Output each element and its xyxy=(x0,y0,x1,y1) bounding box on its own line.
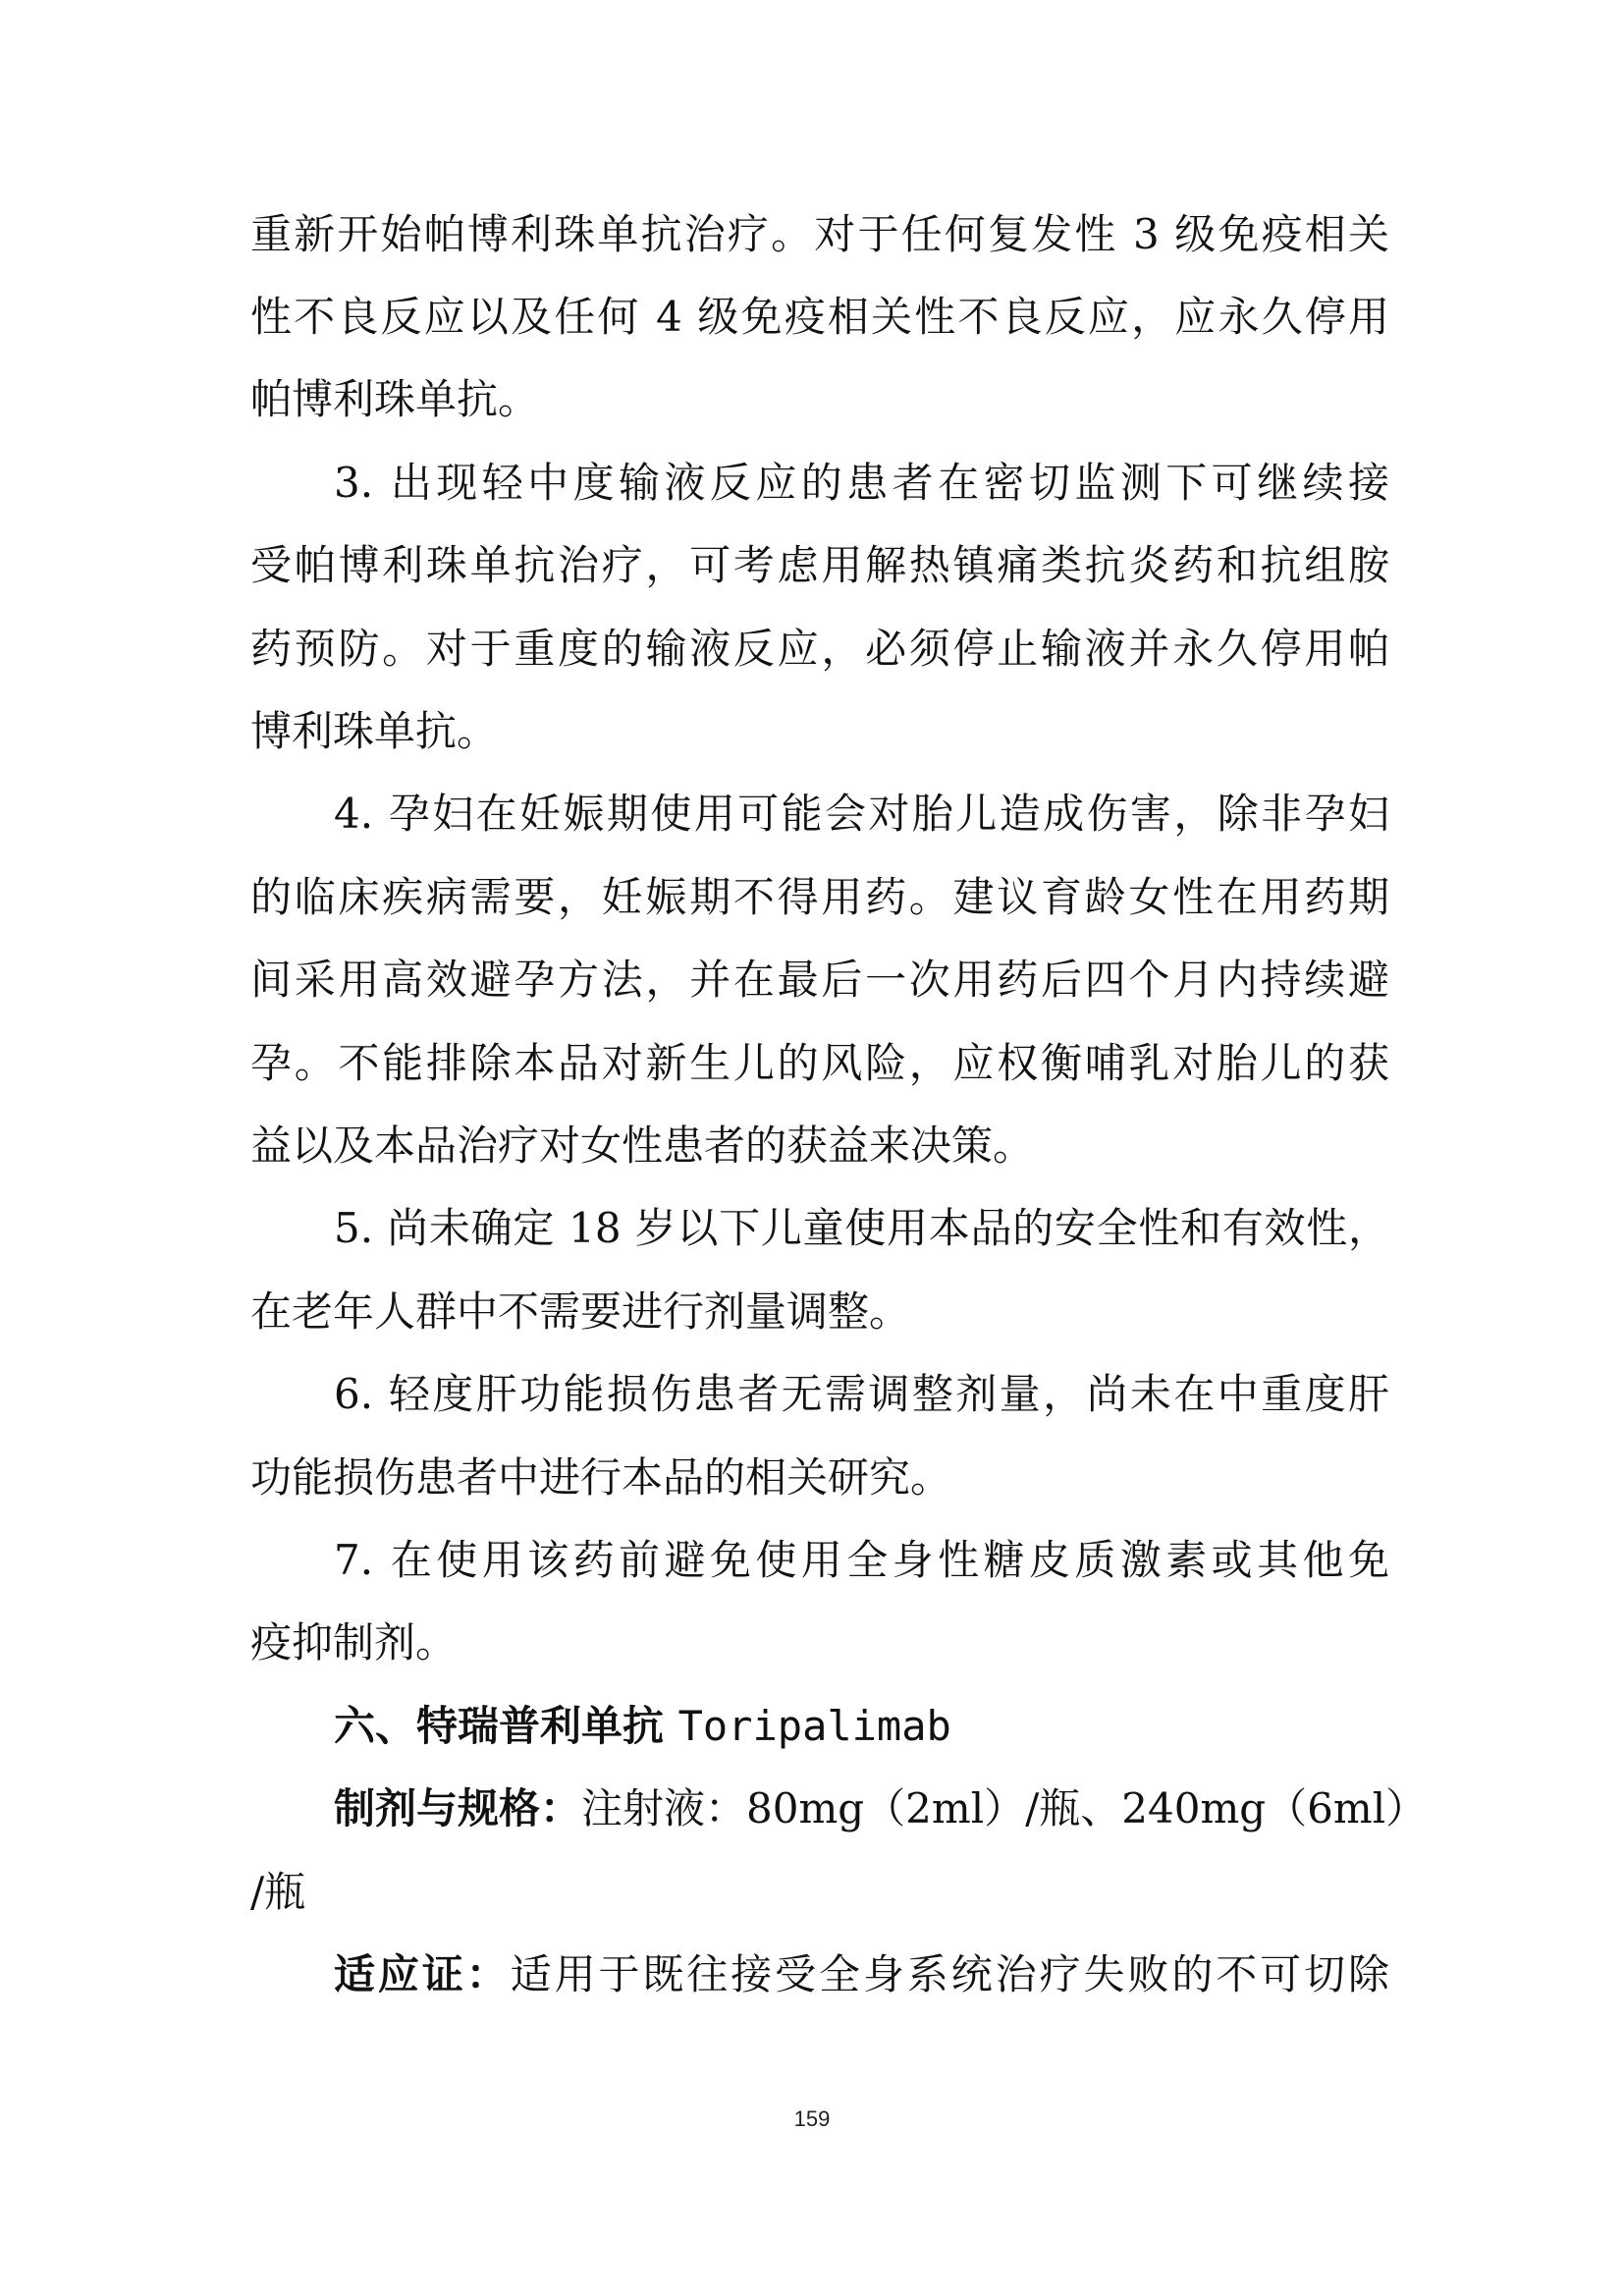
section-heading-title: 六、特瑞普利单抗 xyxy=(334,1702,665,1750)
body-text-line: 药预防。对于重度的输液反应，必须停止输液并永久停用帕 xyxy=(250,625,1389,673)
indication-line xyxy=(334,1941,1389,2009)
body-text-line: 7. 在使用该药前避免使用全身性糖皮质激素或其他免 xyxy=(334,1536,1389,1584)
body-text-line: 重新开始帕博利珠单抗治疗。对于任何复发性 3 级免疫相关 xyxy=(250,210,1389,258)
body-text-line: 益以及本品治疗对女性患者的获益来决策。 xyxy=(250,1121,1035,1170)
body-text-line: 6. 轻度肝功能损伤患者无需调整剂量，尚未在中重度肝 xyxy=(334,1370,1389,1418)
body-text-line: 性不良反应以及任何 4 级免疫相关性不良反应，应永久停用 xyxy=(250,293,1389,341)
body-text-line: 间采用高效避孕方法，并在最后一次用药后四个月内持续避 xyxy=(250,956,1389,1004)
spec-text: 注射液：80mg（2ml）/瓶、240mg（6ml） xyxy=(581,1784,1428,1832)
section-heading xyxy=(334,1692,1389,1761)
indication-text: 适用于既往接受全身系统治疗失败的不可切除 xyxy=(510,1950,1389,1998)
indication-label: 适应证： xyxy=(334,1950,511,1998)
section-heading-latin-name: Toripalimab xyxy=(677,1702,951,1750)
body-text-line: 疫抑制剂。 xyxy=(250,1618,458,1667)
body-text-line: 4. 孕妇在妊娠期使用可能会对胎儿造成伤害，除非孕妇 xyxy=(334,790,1389,838)
body-text-line: 帕博利珠单抗。 xyxy=(250,375,540,423)
spec-label: 制剂与规格： xyxy=(334,1784,582,1832)
body-text-line: 功能损伤患者中进行本品的相关研究。 xyxy=(250,1453,952,1502)
body-text-line: 博利珠单抗。 xyxy=(250,707,499,755)
body-text-line: 受帕博利珠单抗治疗，可考虑用解热镇痛类抗炎药和抗组胺 xyxy=(250,541,1389,589)
body-text-line: 的临床疾病需要，妊娠期不得用药。建议育龄女性在用药期 xyxy=(250,873,1389,921)
body-text-line: 5. 尚未确定 18 岁以下儿童使用本品的安全性和有效性， xyxy=(334,1204,1389,1252)
body-text-line: 孕。不能排除本品对新生儿的风险，应权衡哺乳对胎儿的获 xyxy=(250,1039,1389,1087)
body-text-line: 3. 出现轻中度输液反应的患者在密切监测下可继续接 xyxy=(334,459,1389,507)
body-text-line: 在老年人群中不需要进行剂量调整。 xyxy=(250,1287,911,1336)
spec-line xyxy=(334,1775,1428,1843)
page-number: 159 xyxy=(793,2106,831,2131)
spec-continuation: /瓶 xyxy=(250,1868,306,1916)
